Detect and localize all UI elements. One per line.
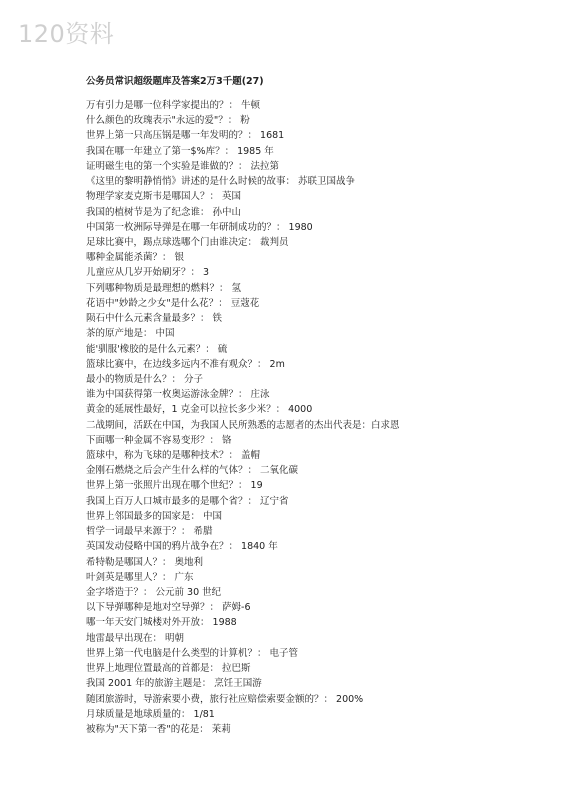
list-item: 我国上百万人口城市最多的是哪个省？： 辽宁省 [86,495,289,507]
list-item: 什么颜色的玫瑰表示"永远的爱"？： 粉 [86,115,250,127]
list-item: 物理学家麦克斯韦是哪国人？： 英国 [86,191,242,203]
list-item: 万有引力是哪一位科学家提出的？： 牛顿 [86,100,261,111]
list-item: 哪一年天安门城楼对外开放： 1988 [86,617,237,629]
list-item: 黄金的延展性最好，1 克金可以拉长多少米？： 4000 [86,404,313,416]
list-item: 花语中"妙龄之少女"是什么花？： 豆蔻花 [86,297,260,309]
list-item: 金刚石燃烧之后会产生什么样的气体？： 二氧化碳 [86,465,299,477]
list-item: 哪种金属能杀菌？： 银 [86,252,185,264]
list-item: 世界上第一只高压锅是哪一年发明的？： 1681 [86,130,285,142]
list-item: 中国第一枚洲际导弹是在哪一年研制成功的？： 1980 [86,221,313,233]
list-item: 二战期间，活跃在中国，为我国人民所熟悉的志愿者的杰出代表是：白求恩 [86,419,400,431]
list-item: 我国的植树节是为了纪念谁： 孙中山 [86,206,242,218]
list-item: 以下导弹哪种是地对空导弹？： 萨姆-6 [86,602,251,614]
page-title: 公务员常识超级题库及答案2万3千题(27) [86,76,264,87]
list-item: 希特勒是哪国人？： 奥地利 [86,556,204,568]
list-item: 茶的原产地是： 中国 [86,328,175,340]
list-item: 儿童应从几岁开始刷牙？： 3 [86,267,210,279]
watermark-logo: 120资料 [18,20,115,48]
list-item: 我国在哪一年建立了第一$%库？： 1985 年 [86,145,274,157]
question-list [86,98,546,737]
list-item: 篮球比赛中，在边线多远内不准有观众？： 2m [86,358,285,370]
list-item: 下面哪一种金属不容易变形？： 铬 [86,434,232,446]
list-item: 世界上第一张照片出现在哪个世纪？： 19 [86,480,263,492]
list-item: 世界上第一代电脑是什么类型的计算机？： 电子管 [86,647,299,659]
list-item: 陨石中什么元素含量最多？： 铁 [86,313,223,325]
list-item: 随团旅游时，导游索要小费，旅行社应赔偿索要金额的？： 200% [86,693,364,705]
list-item: 地雷最早出现在： 明朝 [86,632,185,644]
list-item: 世界上地理位置最高的首都是： 拉巴斯 [86,663,251,675]
list-item: 叶剑英是哪里人？： 广东 [86,571,194,583]
list-item: 哲学一词最早来源于？： 希腊 [86,526,213,538]
list-item: 英国发动侵略中国的鸦片战争在？： 1840 年 [86,541,278,553]
list-item: 下列哪种物质是最理想的燃料？： 氢 [86,282,242,294]
list-item: 篮球中，称为飞球的是哪种技术？： 盖帽 [86,450,261,462]
list-item: 被称为"天下第一香"的花是： 茉莉 [86,723,231,735]
list-item: 金字塔造于？： 公元前 30 世纪 [86,587,222,598]
list-item: 《这里的黎明静悄悄》讲述的是什么时候的故事： 苏联卫国战争 [86,176,356,188]
list-item: 足球比赛中，踢点球选哪个门由谁决定： 裁判员 [86,236,289,248]
list-item: 我国 2001 年的旅游主题是： 烹饪王国游 [86,678,262,690]
list-item: 世界上邻国最多的国家是： 中国 [86,510,223,522]
list-item: 证明磁生电的第一个实验是谁做的？： 法拉第 [86,160,280,172]
list-item: 能'驯服'橡胶的是什么元素？： 硫 [86,343,228,355]
list-item: 最小的物质是什么？： 分子 [86,373,204,385]
list-item: 月球质量是地球质量的： 1/81 [86,708,215,720]
list-item: 谁为中国获得第一枚奥运游泳金牌？： 庄泳 [86,389,270,401]
